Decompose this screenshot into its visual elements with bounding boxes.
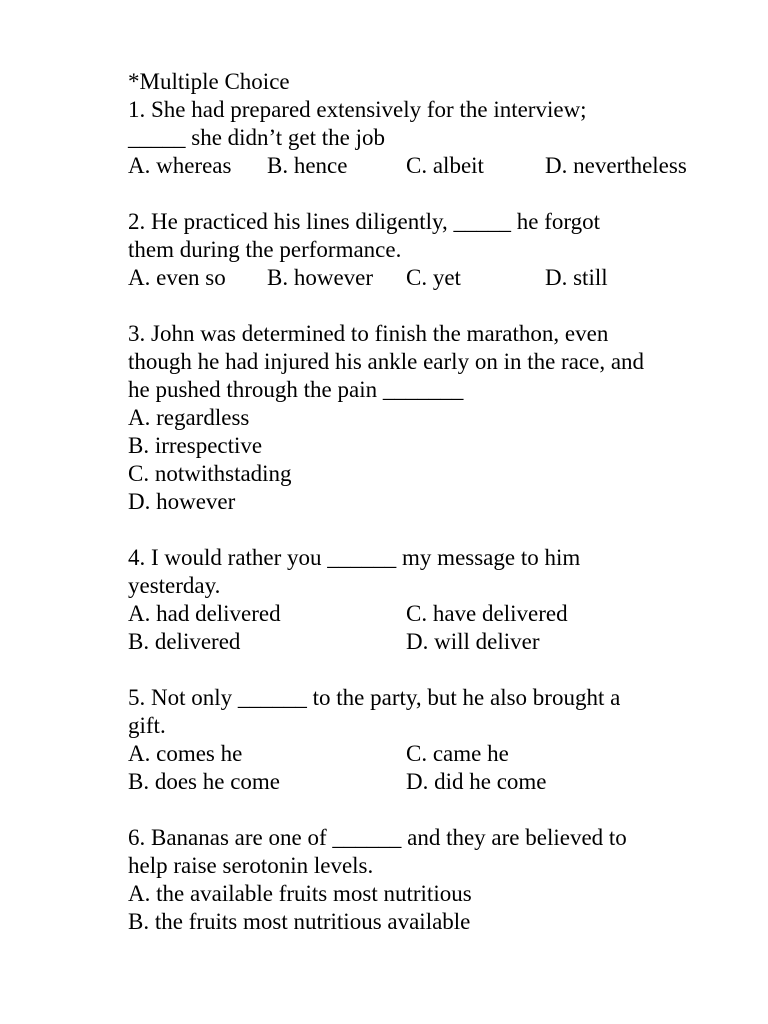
question-6-option-a: A. the available fruits most nutritious [128, 881, 472, 906]
question-1-option-a: A. whereas [128, 153, 232, 178]
question-6 [128, 824, 718, 936]
spacer [128, 180, 718, 208]
question-1-options [128, 152, 718, 180]
question-2-line-2: them during the performance. [128, 237, 402, 262]
question-4 [128, 544, 718, 656]
spacer [128, 516, 718, 544]
question-5 [128, 684, 718, 796]
question-1-option-d: D. nevertheless [545, 153, 687, 178]
question-5-line-2: gift. [128, 713, 166, 738]
question-4-line-1: 4. I would rather you ______ my message to him [128, 545, 581, 570]
spacer [128, 292, 718, 320]
question-3-option-d: D. however [128, 489, 236, 514]
question-5-option-d: D. did he come [406, 769, 547, 794]
question-2-line-1: 2. He practiced his lines diligently, _____ he forgot [128, 209, 601, 234]
question-1-line-1: 1. She had prepared extensively for the interview; [128, 97, 587, 122]
question-3-option-b: B. irrespective [128, 433, 263, 458]
question-1-line-2: _____ she didn’t get the job [128, 125, 386, 150]
question-3-option-c: C. notwithstading [128, 461, 292, 486]
question-2-option-c: C. yet [406, 265, 461, 290]
question-4-option-a: A. had delivered [128, 601, 281, 626]
question-5-options-row-1 [128, 740, 718, 768]
question-6-line-1: 6. Bananas are one of ______ and they are believed to [128, 825, 627, 850]
question-5-option-c: C. came he [406, 741, 509, 766]
section-title: *Multiple Choice [128, 69, 290, 94]
question-5-options-row-2 [128, 768, 718, 796]
question-4-option-d: D. will deliver [406, 629, 540, 654]
question-2-option-d: D. still [545, 265, 608, 290]
question-4-option-b: B. delivered [128, 629, 241, 654]
spacer [128, 656, 718, 684]
question-4-option-c: C. have delivered [406, 601, 568, 626]
question-3-line-3: he pushed through the pain _______ [128, 377, 464, 402]
question-5-option-a: A. comes he [128, 741, 243, 766]
question-1-option-b: B. hence [267, 153, 348, 178]
question-4-options-row-2 [128, 628, 718, 656]
question-5-line-1: 5. Not only ______ to the party, but he also brought a [128, 685, 621, 710]
question-2-option-b: B. however [267, 265, 374, 290]
question-4-options-row-1 [128, 600, 718, 628]
question-6-line-2: help raise serotonin levels. [128, 853, 374, 878]
question-2 [128, 208, 718, 292]
question-4-line-2: yesterday. [128, 573, 221, 598]
question-3-line-1: 3. John was determined to finish the marathon, even [128, 321, 609, 346]
question-6-option-b: B. the fruits most nutritious available [128, 909, 471, 934]
question-3-line-2: though he had injured his ankle early on in the race, and [128, 349, 645, 374]
question-2-options [128, 264, 718, 292]
spacer [128, 796, 718, 824]
document-body [128, 68, 718, 936]
question-3-option-a: A. regardless [128, 405, 250, 430]
question-1 [128, 96, 718, 180]
question-3 [128, 320, 718, 516]
question-5-option-b: B. does he come [128, 769, 281, 794]
question-1-option-c: C. albeit [406, 153, 484, 178]
question-2-option-a: A. even so [128, 265, 226, 290]
